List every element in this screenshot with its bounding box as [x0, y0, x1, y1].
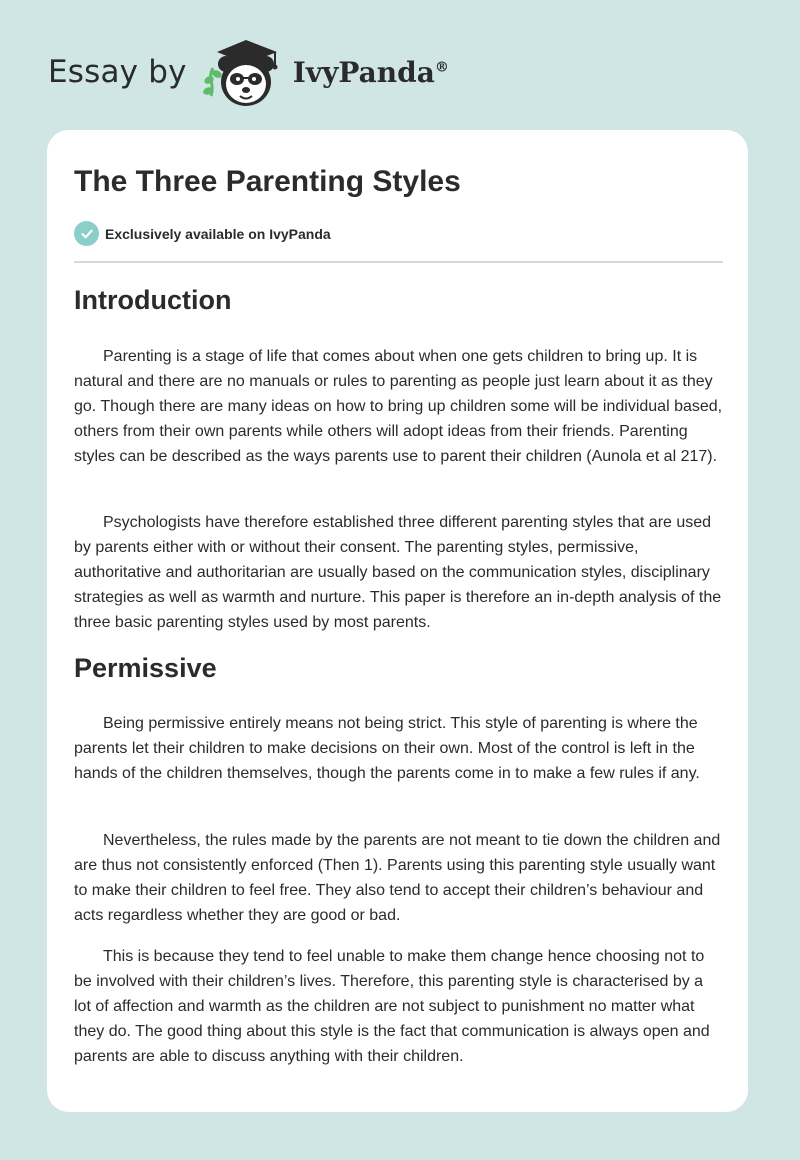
registered-mark: ®	[434, 59, 449, 76]
check-icon	[74, 221, 99, 246]
section-heading-permissive: Permissive	[74, 653, 217, 683]
brand-name[interactable]	[293, 56, 449, 89]
essay-card	[47, 130, 748, 1112]
panda-logo-icon[interactable]	[197, 34, 293, 110]
paragraph: This is because they tend to feel unable to make them change hence choosing not to be involved with their children’s lives. Therefore, this parenting style is characterised by a lot of affection and warmth as the children are not subject to punishment no matter what they do. The good thing about this style is the fact that communication is always open and parents are able to discuss anything with their children.	[74, 948, 710, 1065]
paragraph: Parenting is a stage of life that comes about when one gets children to bring up. It is natural and there are no manuals or rules to parenting as people just learn about it as they go. Though there are many ideas on how to bring up children some will be individual based, others from their own parents while others will adopt ideas from their friends. Parenting styles can be described as the ways parents use to parent their children (Aunola et al 217).	[74, 348, 723, 465]
brand-name-text: IvyPanda	[292, 55, 435, 89]
essay-by-label: Essay by	[48, 54, 187, 90]
paragraph: Being permissive entirely means not being strict. This style of parenting is where the parents let their children to make decisions on their own. Most of the control is left in the hands of the children themselves, though the parents come in to make a few rules if any.	[74, 715, 700, 782]
exclusive-badge	[74, 221, 331, 246]
section-heading-introduction: Introduction	[74, 285, 232, 315]
brand-header	[48, 34, 449, 110]
exclusive-badge-label: Exclusively available on IvyPanda	[105, 225, 331, 242]
paragraph: Nevertheless, the rules made by the parents are not meant to tie down the children and are thus not consistently enforced (Then 1). Parents using this parenting style usually want to make their children to feel free. They also tend to accept their children’s behaviour and acts regardless whether they are good or bad.	[74, 832, 721, 924]
page-title: The Three Parenting Styles	[74, 165, 461, 198]
paragraph: Psychologists have therefore established three different parenting styles that are used by parents either with or without their consent. The parenting styles, permissive, authoritative and authoritarian are usually based on the communication styles, disciplinary strategies as well as warmth and nurture. This paper is therefore an in-depth analysis of the three basic parenting styles used by most parents.	[74, 514, 722, 631]
divider	[74, 261, 723, 263]
